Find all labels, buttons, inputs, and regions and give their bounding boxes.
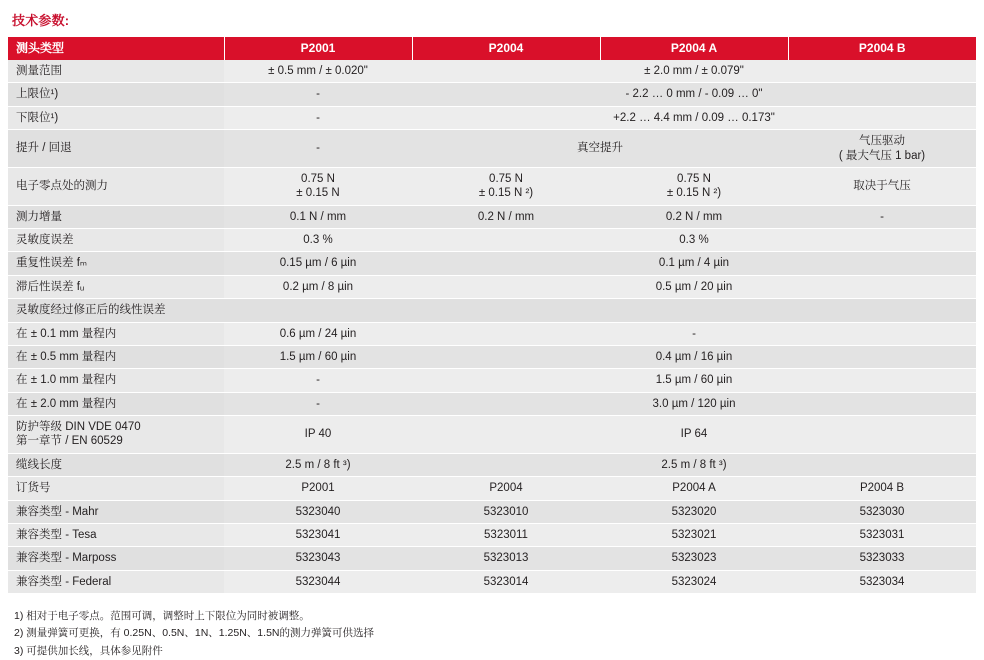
table-row xyxy=(8,453,976,476)
table-cell: 0.15 µm / 6 µin xyxy=(224,252,412,275)
table-cell: - xyxy=(412,322,976,345)
table-cell: 0.6 µm / 24 µin xyxy=(224,322,412,345)
table-row xyxy=(8,369,976,392)
table-cell: 0.5 µm / 20 µin xyxy=(412,275,976,298)
row-label: 在 ± 0.5 mm 量程内 xyxy=(8,345,224,368)
table-cell: - xyxy=(224,130,412,168)
header-row xyxy=(8,37,976,60)
table-cell: 5323010 xyxy=(412,500,600,523)
table-cell: 0.75 N ± 0.15 N xyxy=(224,167,412,205)
table-body xyxy=(8,60,976,594)
row-label: 在 ± 1.0 mm 量程内 xyxy=(8,369,224,392)
table-cell: 5323044 xyxy=(224,570,412,593)
table-cell: 1.5 µm / 60 µin xyxy=(412,369,976,392)
table-cell: 0.1 µm / 4 µin xyxy=(412,252,976,275)
table-cell: 0.2 N / mm xyxy=(600,205,788,228)
table-cell: - xyxy=(224,83,412,106)
table-row xyxy=(8,299,976,322)
table-row xyxy=(8,229,976,252)
table-row xyxy=(8,345,976,368)
footnote-1: 1) 相对于电子零点。范围可调，调整时上下限位为同时被调整。 xyxy=(14,610,310,622)
column-header-probe-type: 测头类型 xyxy=(8,37,224,60)
table-cell: P2001 xyxy=(224,477,412,500)
table-row xyxy=(8,477,976,500)
row-label: 防护等级 DIN VDE 0470 第一章节 / EN 60529 xyxy=(8,416,224,454)
table-row xyxy=(8,205,976,228)
table-cell: 真空提升 xyxy=(412,130,788,168)
table-cell: 5323011 xyxy=(412,523,600,546)
table-cell: 5323033 xyxy=(788,547,976,570)
table-row xyxy=(8,167,976,205)
table-row xyxy=(8,523,976,546)
row-label: 测量范围 xyxy=(8,60,224,83)
table-cell: 0.1 N / mm xyxy=(224,205,412,228)
table-cell: 0.75 N ± 0.15 N ²) xyxy=(600,167,788,205)
table-row xyxy=(8,130,976,168)
table-cell: P2004 B xyxy=(788,477,976,500)
page-title: 技术参数: xyxy=(12,13,70,28)
table-cell: 取决于气压 xyxy=(788,167,976,205)
table-cell: - xyxy=(224,106,412,129)
row-label: 兼容类型 - Tesa xyxy=(8,523,224,546)
table-cell: +2.2 … 4.4 mm / 0.09 … 0.173" xyxy=(412,106,976,129)
table-header xyxy=(8,37,976,60)
specifications-table xyxy=(8,37,976,594)
row-label: 重复性误差 fₘ xyxy=(8,252,224,275)
table-cell: 0.4 µm / 16 µin xyxy=(412,345,976,368)
table-cell: 5323043 xyxy=(224,547,412,570)
table-cell: 5323020 xyxy=(600,500,788,523)
table-cell: 5323041 xyxy=(224,523,412,546)
table-row xyxy=(8,83,976,106)
row-label: 上限位¹) xyxy=(8,83,224,106)
row-label: 在 ± 0.1 mm 量程内 xyxy=(8,322,224,345)
table-row xyxy=(8,252,976,275)
table-cell: 5323014 xyxy=(412,570,600,593)
table-cell: IP 40 xyxy=(224,416,412,454)
footnotes xyxy=(14,608,976,660)
row-label: 订货号 xyxy=(8,477,224,500)
table-cell: ± 2.0 mm / ± 0.079" xyxy=(412,60,976,83)
table-cell: 5323031 xyxy=(788,523,976,546)
row-label: 灵敏度经过修正后的线性误差 xyxy=(8,299,976,322)
table-row xyxy=(8,60,976,83)
row-label: 提升 / 回退 xyxy=(8,130,224,168)
table-row xyxy=(8,392,976,415)
table-cell: IP 64 xyxy=(412,416,976,454)
table-cell: 5323024 xyxy=(600,570,788,593)
table-cell: 2.5 m / 8 ft ³) xyxy=(412,453,976,476)
row-label: 灵敏度误差 xyxy=(8,229,224,252)
table-cell: 5323034 xyxy=(788,570,976,593)
table-row xyxy=(8,570,976,593)
table-cell: P2004 A xyxy=(600,477,788,500)
table-row xyxy=(8,106,976,129)
table-cell: 5323030 xyxy=(788,500,976,523)
row-label: 电子零点处的测力 xyxy=(8,167,224,205)
footnote-2: 2) 测量弹簧可更换，有 0.25N、0.5N、1N、1.25N、1.5N的测力弹簧可供选择 xyxy=(14,627,374,640)
table-cell: 5323013 xyxy=(412,547,600,570)
table-cell: 0.3 % xyxy=(224,229,412,252)
table-cell: 0.2 N / mm xyxy=(412,205,600,228)
table-row xyxy=(8,500,976,523)
table-cell: - xyxy=(224,392,412,415)
row-label: 滞后性误差 fᵤ xyxy=(8,275,224,298)
table-cell: - 2.2 … 0 mm / - 0.09 … 0" xyxy=(412,83,976,106)
column-header-p2004: P2004 xyxy=(412,37,600,60)
table-row xyxy=(8,547,976,570)
row-label: 兼容类型 - Mahr xyxy=(8,500,224,523)
table-cell: 5323040 xyxy=(224,500,412,523)
row-label: 下限位¹) xyxy=(8,106,224,129)
table-cell: 0.2 µm / 8 µin xyxy=(224,275,412,298)
table-cell: ± 0.5 mm / ± 0.020" xyxy=(224,60,412,83)
row-label: 在 ± 2.0 mm 量程内 xyxy=(8,392,224,415)
table-row xyxy=(8,322,976,345)
column-header-p2004a: P2004 A xyxy=(600,37,788,60)
row-label: 缆线长度 xyxy=(8,453,224,476)
table-cell: 2.5 m / 8 ft ³) xyxy=(224,453,412,476)
table-row xyxy=(8,275,976,298)
table-cell: P2004 xyxy=(412,477,600,500)
table-cell: 0.75 N ± 0.15 N ²) xyxy=(412,167,600,205)
table-cell: 0.3 % xyxy=(412,229,976,252)
table-cell: - xyxy=(224,369,412,392)
table-cell: - xyxy=(788,205,976,228)
footnote-3: 3) 可提供加长线，具体参见附件 xyxy=(14,644,163,657)
row-label: 兼容类型 - Marposs xyxy=(8,547,224,570)
column-header-p2001: P2001 xyxy=(224,37,412,60)
row-label: 测力增量 xyxy=(8,205,224,228)
table-row xyxy=(8,416,976,454)
table-cell: 气压驱动 ( 最大气压 1 bar) xyxy=(788,130,976,168)
table-cell: 3.0 µm / 120 µin xyxy=(412,392,976,415)
table-cell: 5323023 xyxy=(600,547,788,570)
row-label: 兼容类型 - Federal xyxy=(8,570,224,593)
table-cell: 1.5 µm / 60 µin xyxy=(224,345,412,368)
table-cell: 5323021 xyxy=(600,523,788,546)
column-header-p2004b: P2004 B xyxy=(788,37,976,60)
